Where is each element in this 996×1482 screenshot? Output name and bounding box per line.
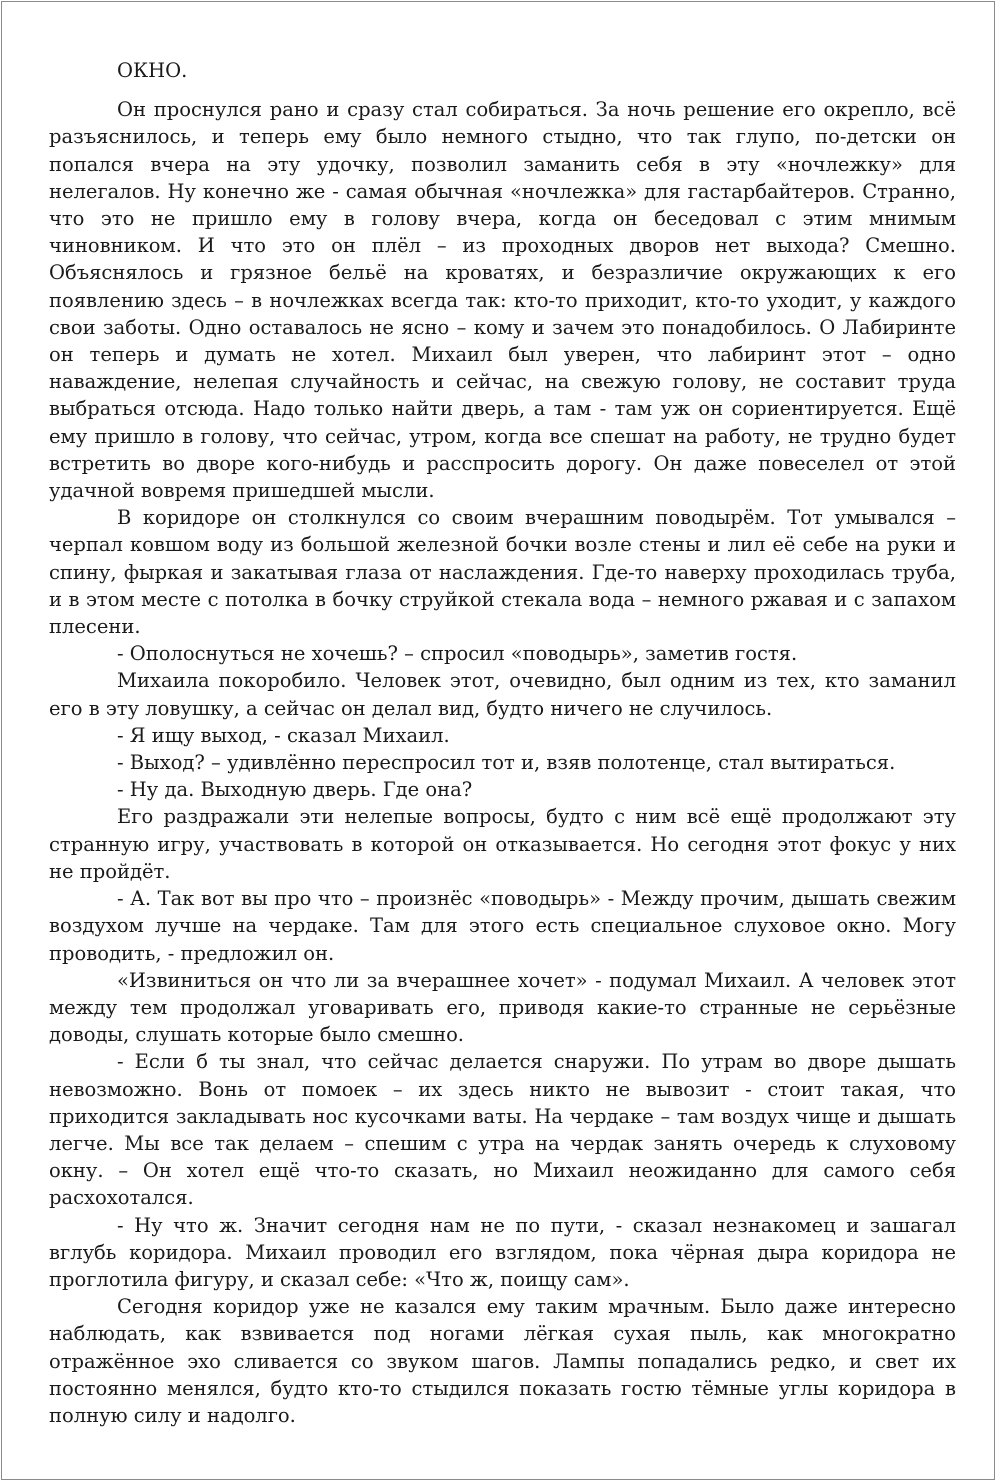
paragraph: - Ополоснуться не хочешь? – спросил «поводырь», заметив гостя.: [117, 642, 798, 666]
paragraph: - А. Так вот вы про что – произнёс «поводырь» - Между прочим, дышать свежим воздухом лучше на чердаке. Там для этого есть специальное слуховое окно. Могу проводить, - предложил он.: [49, 887, 956, 965]
paragraph: Он проснулся рано и сразу стал собираться. За ночь решение его окрепло, всё разъяснилось, и теперь ему было немного стыдно, что так глупо, по-детски он попался вчера на эту удочку, позволил заманить себя в эту «ночлежку» для нелегалов. Ну конечно же - самая обычная «ночлежка» для гастарбайтеров. Странно, что это не пришло ему в голову вчера, когда он беседовал с этим мнимым чиновником. И что это он плёл – из проходных дворов нет выхода? Смешно. Объяснялось и грязное бельё на кроватях, и безразличие окружающих к его появлению здесь – в ночлежках всегда так: кто-то приходит, кто-то уходит, у каждого свои заботы. Одно оставалось не ясно – кому и зачем это понадобилось. О Лабиринте он теперь и думать не хотел. Михаил был уверен, что лабиринт этот – одно наваждение, нелепая случайность и сейчас, на свежую голову, не составит труда выбраться отсюда. Надо только найти дверь, а там - там уж он сориентируется. Ещё ему пришло в голову, что сейчас, утром, когда все спешат на работу, не трудно будет встретить во дворе кого-нибудь и расспросить дорогу. Он даже повеселел от этой удачной вовремя пришедшей мысли.: [49, 98, 956, 503]
paragraph: - Ну да. Выходную дверь. Где она?: [117, 778, 473, 802]
paragraph: - Я ищу выход, - сказал Михаил.: [117, 723, 450, 747]
document-body: [49, 57, 956, 1429]
paragraph: - Ну что ж. Значит сегодня нам не по пути, - сказал незнакомец и зашагал вглубь коридора. Михаил проводил его взглядом, пока чёрная дыра коридора не проглотила фигуру, и сказал себе: «Что ж, поищу сам».: [49, 1213, 956, 1291]
document-page: [1, 1, 995, 1480]
paragraph: Михаила покоробило. Человек этот, очевидно, был одним из тех, кто заманил его в эту ловушку, а сейчас он делал вид, будто ничего не случилось.: [49, 669, 956, 720]
chapter-title: ОКНО.: [117, 59, 188, 82]
paragraph: Сегодня коридор уже не казался ему таким мрачным. Было даже интересно наблюдать, как взвивается под ногами лёгкая сухая пыль, как многократно отражённое эхо сливается со звуком шагов. Лампы попадались редко, и свет их постоянно менялся, будто кто-то стыдился показать гостю тёмные углы коридора в полную силу и надолго.: [49, 1295, 956, 1427]
paragraph: В коридоре он столкнулся со своим вчерашним поводырём. Тот умывался – черпал ковшом воду из большой железной бочки возле стены и лил её себе на руки и спину, фыркая и закатывая глаза от наслаждения. Где-то наверху проходилась труба, и в этом месте с потолка в бочку струйкой стекала вода – немного ржавая и с запахом плесени.: [49, 506, 956, 639]
paragraph: «Извиниться он что ли за вчерашнее хочет» - подумал Михаил. А человек этот между тем продолжал уговаривать его, приводя какие-то странные не серьёзные доводы, слушать которые было смешно.: [49, 968, 956, 1047]
paragraph: - Если б ты знал, что сейчас делается снаружи. По утрам во дворе дышать невозможно. Вонь от помоек – их здесь никто не вывозит - стоит такая, что приходится закладывать нос кусочками ваты. На чердаке – там воздух чище и дышать легче. Мы все так делаем – спешим с утра на чердак занять очередь к слуховому окну. – Он хотел ещё что-то сказать, но Михаил неожиданно для самого себя расхохотался.: [49, 1050, 956, 1210]
paragraph: Его раздражали эти нелепые вопросы, будто с ним всё ещё продолжают эту странную игру, участвовать в которой он отказывается. Но сегодня этот фокус у них не пройдёт.: [49, 805, 956, 883]
paragraph: - Выход? – удивлённо переспросил тот и, взяв полотенце, стал вытираться.: [117, 751, 896, 775]
